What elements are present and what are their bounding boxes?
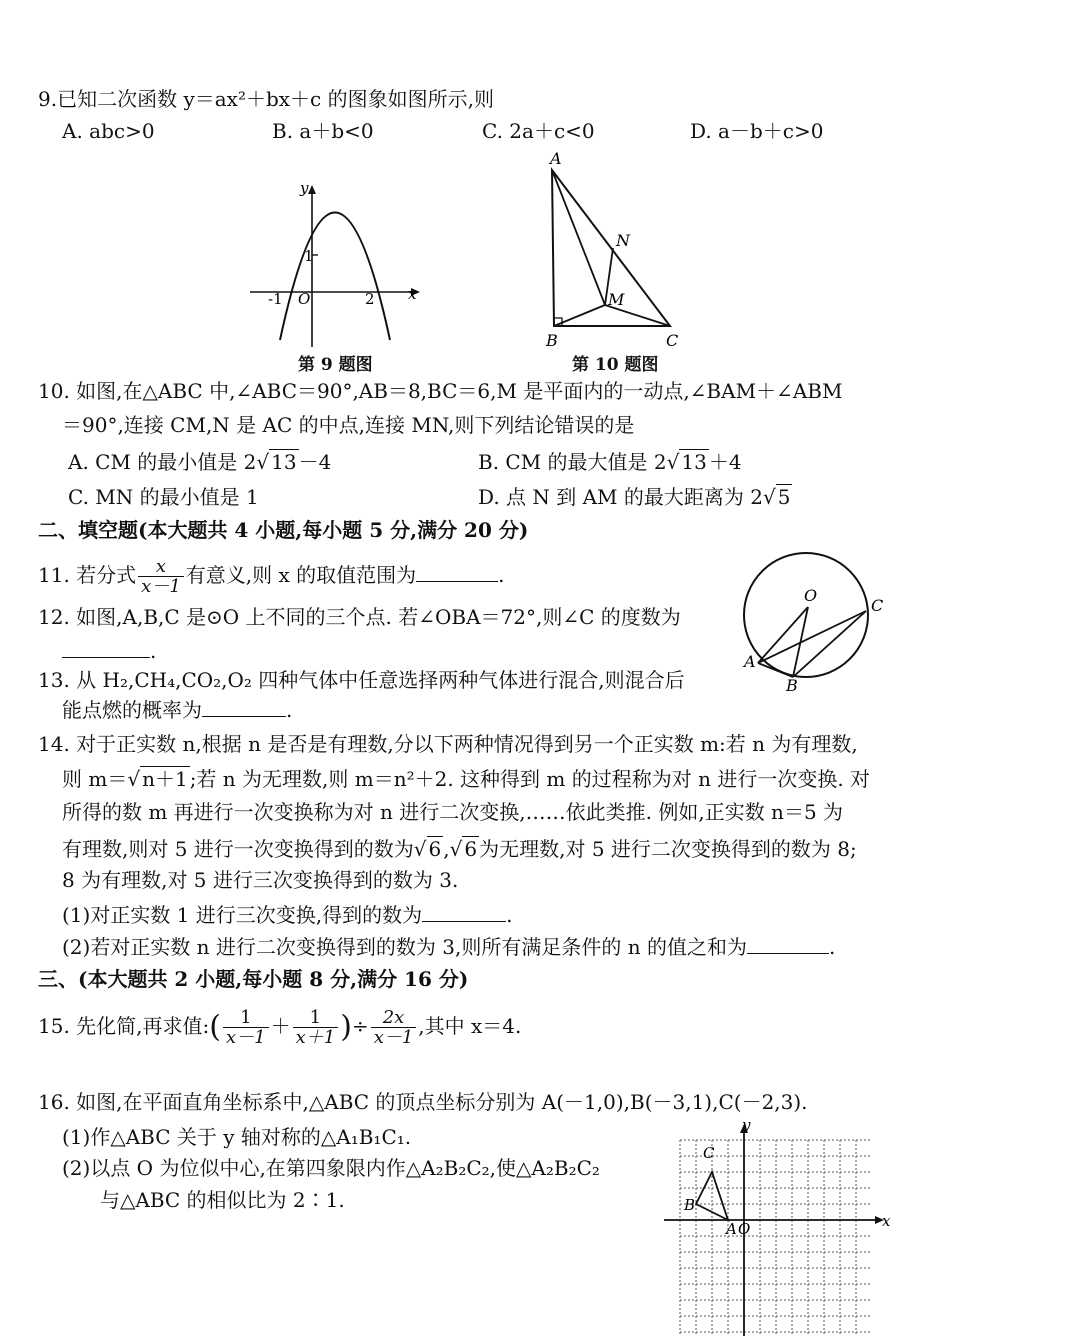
- section-3-title: 三、(本大题共 2 小题,每小题 8 分,满分 16 分): [38, 967, 469, 991]
- q14-line4: 有理数,则对 5 进行一次变换得到的数为√ 6 ,√ 6 为无理数,对 5 进行二次变换得到的数为 8;: [62, 837, 857, 861]
- q10-figure: [540, 150, 690, 350]
- q11-fraction: $\frac{x}{x-1}$: [138, 557, 184, 596]
- q10-caption: 第 10 题图: [572, 355, 659, 375]
- q16-figure: [660, 1118, 895, 1338]
- q10-option-c: C. MN 的最小值是 1: [68, 485, 259, 509]
- q14-sub2: (2)若对正实数 n 进行二次变换得到的数为 3,则所有满足条件的 n 的值之和为 .: [62, 935, 836, 959]
- q12-label-b: B: [786, 676, 798, 695]
- q10-option-b: B. CM 的最大值是 2√ 13 ＋4: [478, 450, 742, 474]
- q10-line2: ＝90°,连接 CM,N 是 AC 的中点,连接 MN,则下列结论错误的是: [62, 413, 635, 437]
- q9-caption: 第 9 题图: [298, 355, 373, 375]
- q9-stem: 9.已知二次函数 y＝ax²＋bx＋c 的图象如图所示,则: [38, 87, 494, 111]
- q16-sub2: (2)以点 O 为位似中心,在第四象限内作△A₂B₂C₂,使△A₂B₂C₂: [62, 1156, 600, 1180]
- q10-label-b: B: [546, 331, 558, 350]
- q12-segment-oa: [758, 607, 808, 663]
- q9-option-d: D. a－b＋c>0: [690, 119, 824, 143]
- q9-option-c: C. 2a＋c<0: [482, 119, 595, 143]
- q14-sub1: (1)对正实数 1 进行三次变换,得到的数为 .: [62, 903, 513, 927]
- q16-sub1: (1)作△ABC 关于 y 轴对称的△A₁B₁C₁.: [62, 1125, 412, 1149]
- q14-line3: 所得的数 m 再进行一次变换称为对 n 进行二次变换,……依此类推. 例如,正实数 n＝5 为: [62, 800, 844, 824]
- q11-line: 11. 若分式 $\frac{x}{x-1}$ 有意义,则 x 的取值范围为 .: [38, 556, 505, 597]
- q16-sub2b: 与△ABC 的相似比为 2∶1.: [100, 1188, 345, 1212]
- q9-label-one: 1: [304, 247, 314, 265]
- q10-option-d: D. 点 N 到 AM 的最大距离为 2√ 5: [478, 485, 791, 509]
- q16-grid: [680, 1140, 872, 1336]
- q9-figure: [240, 175, 430, 350]
- section-2-title: 二、填空题(本大题共 4 小题,每小题 5 分,满分 20 分): [38, 518, 529, 542]
- q10-option-a: A. CM 的最小值是 2√ 13 －4: [68, 450, 332, 474]
- q16-label-o: O: [738, 1220, 751, 1238]
- q16-label-c: C: [703, 1144, 715, 1162]
- q10-label-a: A: [550, 150, 562, 168]
- q9-option-a: A. abc>0: [62, 119, 155, 143]
- q16-label-x: x: [882, 1212, 891, 1230]
- q9-label-two: 2: [365, 290, 375, 308]
- q16-label-b: B: [684, 1196, 696, 1214]
- q14-line2: 则 m＝√ n＋1 ;若 n 为无理数,则 m＝n²＋2. 这种得到 m 的过程称为对 n 进行一次变换. 对: [62, 767, 871, 791]
- q12-line1: 12. 如图,A,B,C 是⊙O 上不同的三个点. 若∠OBA＝72°,则∠C 的度数为: [38, 605, 681, 629]
- q10-segment-am: [552, 170, 605, 305]
- q12-figure: [738, 545, 898, 695]
- q12-segment-ac: [758, 611, 866, 663]
- q12-segment-bc: [793, 611, 866, 677]
- q12-label-c: C: [871, 596, 884, 615]
- q12-segment-ab: [758, 663, 793, 677]
- q16-label-y: y: [742, 1118, 751, 1134]
- q16-line1: 16. 如图,在平面直角坐标系中,△ABC 的顶点坐标分别为 A(－1,0),B(－3,1),C(－2,3).: [38, 1090, 808, 1114]
- q9-y-arrow: [308, 185, 316, 194]
- q9-label-neg1: -1: [268, 290, 283, 308]
- q9-label-o: O: [298, 290, 311, 308]
- q14-line5: 8 为有理数,对 5 进行三次变换得到的数为 3.: [62, 868, 459, 892]
- q15-line: 15. 先化简,再求值:( $\frac{1}{x-1}$ ＋ $\frac{1}{x+1}$ )÷ $\frac{2x}{x-1}$ ,其中 x＝4.: [38, 1007, 522, 1048]
- q12-label-o: O: [804, 586, 818, 605]
- q12-line2: .: [62, 638, 156, 664]
- q10-label-c: C: [666, 331, 679, 350]
- q10-label-n: N: [616, 231, 630, 250]
- q9-parabola: [280, 213, 390, 341]
- q14-line1: 14. 对于正实数 n,根据 n 是否是有理数,分以下两种情况得到另一个正实数 m:若 n 为有理数,: [38, 732, 858, 756]
- q16-label-a: A: [726, 1220, 737, 1238]
- q9-option-b: B. a＋b<0: [272, 119, 374, 143]
- q13-line1: 13. 从 H₂,CH₄,CO₂,O₂ 四种气体中任意选择两种气体进行混合,则混合后: [38, 668, 685, 692]
- q13-line2: 能点燃的概率为 .: [62, 698, 293, 722]
- q10-label-m: M: [608, 290, 625, 309]
- q10-line1: 10. 如图,在△ABC 中,∠ABC＝90°,AB＝8,BC＝6,M 是平面内的一动点,∠BAM＋∠ABM: [38, 379, 843, 403]
- q9-label-y: y: [300, 179, 309, 197]
- q12-label-a: A: [744, 652, 756, 671]
- q9-label-x: x: [408, 285, 417, 303]
